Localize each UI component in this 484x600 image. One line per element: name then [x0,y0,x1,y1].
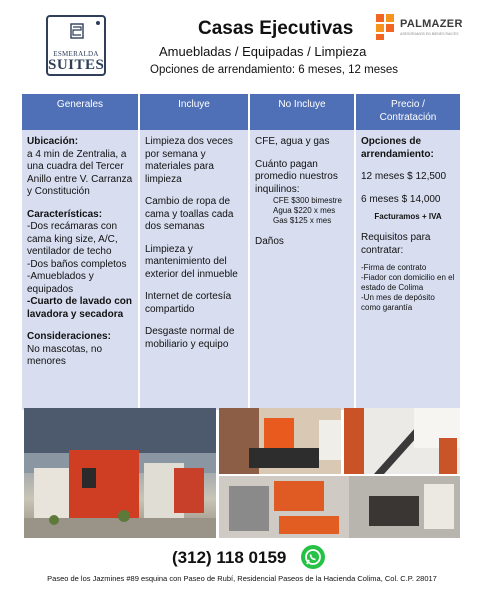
bedroom-photo [219,408,341,474]
header-precio-label: Precio / Contratación [379,99,437,123]
requisito-item: -Un mes de depósito como garantía [361,293,435,312]
stairs-photo [344,408,460,474]
column-no-incluye [250,130,354,410]
stairs-image [344,408,460,474]
no-incluye-promedio: Cuánto pagan promedio nuestros inquilinos: [255,158,338,195]
caracteristica-item: -Amueblados y equipados [27,271,94,295]
incluye-item: Internet de cortesía compartido [145,291,232,315]
whatsapp-icon[interactable] [301,545,325,569]
living-room-image [219,476,460,538]
palmazer-mark-icon [376,14,394,40]
header-incluye: Incluye [140,94,248,130]
esmeralda-suites-logo [46,15,106,76]
palmazer-name: PALMAZER [400,18,463,30]
incluye-item: Desgaste normal de mobiliario y equipo [145,326,235,350]
logo-dot [96,21,100,25]
incluye-item: Limpieza y mantenimiento del exterior del inmueble [145,243,238,280]
caracteristica-item: -Dos recámaras con cama king size, A/C, ventilador de techo [27,221,118,257]
requisitos-label: Requisitos para contratar: [361,232,431,256]
whatsapp-glyph [301,545,325,569]
consideraciones-text: No mascotas, no menores [27,343,103,367]
phone-number[interactable]: (312) 118 0159 [172,548,287,567]
ubicacion-label: Ubicación: [27,136,79,147]
living-room-photo [219,476,460,538]
no-incluye-danos: Daños [255,236,284,247]
lease-options-line: Opciones de arrendamiento: 6 meses, 12 meses [150,64,399,76]
logo-mark-icon [70,23,84,39]
palmazer-tagline: ASESORAMOS EN BIENES RAICES [400,32,459,36]
column-generales [22,130,138,410]
info-table [22,94,460,410]
lavado-item: -Cuarto de lavado con lavadora y secadora [27,296,133,320]
no-incluye-servicios: CFE, agua y gas [255,136,330,147]
requisito-item: -Fiador con domicilio en el estado de Colima [361,273,455,292]
palmazer-logo [376,14,476,42]
header-no-incluye: No Incluye [250,94,354,130]
cost-cfe: CFE $300 bimestre [273,196,342,205]
caracteristica-item: -Dos baños completos [27,258,127,270]
address-line: Paseo de los Jazmines #89 esquina con Paseo de Rubí, Residencial Paseos de la Hacienda Colima, Col. C.P. 28017 [47,574,437,583]
price-6-months: 6 meses $ 14,000 [361,193,441,205]
price-12-months: 12 meses $ 12,500 [361,171,447,182]
logo-text-esmeralda: ESMERALDA [53,50,99,58]
factura-note: Facturamos + IVA [374,212,442,221]
house-exterior-photo [24,408,216,538]
caracteristicas-label: Características: [27,208,103,220]
requisito-item: -Firma de contrato [361,263,427,272]
column-precio [356,130,460,410]
consideraciones-label: Consideraciones: [27,331,111,342]
page-title: Casas Ejecutivas [198,18,354,39]
cost-gas: Gas $125 x mes [273,216,332,225]
page-subtitle: Amuebladas / Equipadas / Limpieza [159,44,367,59]
cost-agua: Agua $220 x mes [273,206,336,215]
ubicacion-text: a 4 min de Zentralia, a una cuadra del Tercer Anillo entre V. Carranza y Constitución [27,148,133,197]
header-generales: Generales [22,94,138,130]
incluye-item: Limpieza dos veces por semana y materiales para limpieza [145,136,233,185]
incluye-item: Cambio de ropa de cama y toallas cada dos semanas [145,196,234,232]
opciones-label: Opciones de arrendamiento: [361,136,434,160]
logo-text-suites: SUITES [48,57,105,73]
house-exterior-image [24,408,216,538]
column-incluye [140,130,248,410]
header-precio [356,94,460,130]
bedroom-image [219,408,341,474]
